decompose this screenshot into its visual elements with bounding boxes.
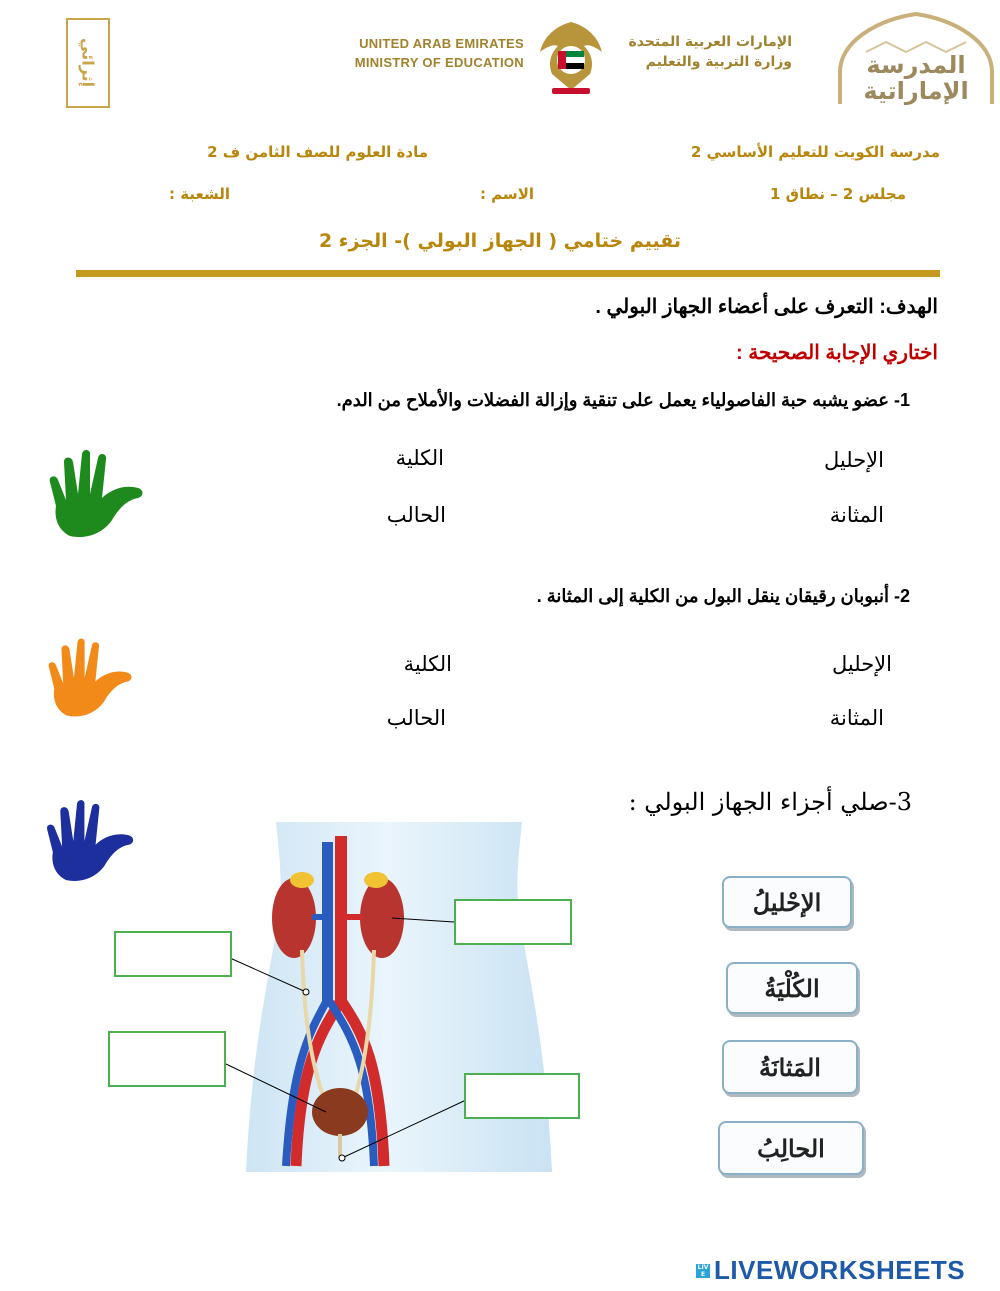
enrichment-logo: [66, 18, 110, 108]
ministry-name-en: [346, 34, 524, 72]
enrichment-logo-text: إثرائي: [78, 38, 98, 88]
green-hand-shape: [50, 450, 143, 537]
uae-emblem-icon: [536, 18, 606, 98]
right-renal-artery: [346, 914, 362, 920]
title-divider: [76, 270, 940, 277]
left-kidney: [272, 878, 316, 958]
liveworksheets-brand: [696, 1255, 965, 1286]
council-label: مجلس 2 – نطاق 1: [770, 185, 906, 203]
left-renal-vein: [312, 914, 324, 920]
ministry-ar-line2: وزارة التربية والتعليم: [645, 54, 792, 70]
section-label: الشعبة :: [169, 185, 230, 203]
aorta: [335, 836, 347, 1004]
answer-box-urethra[interactable]: [464, 1073, 580, 1119]
blue-hand-icon: [38, 790, 142, 892]
lesson-goal: الهدف: التعرف على أعضاء الجهاز البولي .: [595, 296, 938, 318]
ministry-en-line1: UNITED ARAB EMIRATES: [359, 36, 524, 51]
body-silhouette: [222, 822, 552, 1172]
q2-option-ureter[interactable]: الحالب: [386, 706, 446, 730]
ministry-en-line2: MINISTRY OF EDUCATION: [354, 55, 524, 70]
orange-hand-icon: [40, 634, 140, 722]
question-3-text: 3-صلي أجزاء الجهاز البولي :: [628, 788, 912, 816]
answer-box-bladder[interactable]: [108, 1031, 226, 1087]
word-card-urethra[interactable]: الإحْليلُ: [722, 876, 852, 928]
instruction: اختاري الإجابة الصحيحة :: [736, 342, 938, 364]
question-1-text: 1- عضو يشبه حبة الفاصولياء يعمل على تنقية وإزالة الفضلات والأملاح من الدم.: [336, 390, 910, 410]
blue-hand-shape: [47, 800, 133, 881]
school-name: مدرسة الكويت للتعليم الأساسي 2: [690, 143, 940, 161]
connector-dot-urethra: [339, 1155, 345, 1161]
word-card-kidney[interactable]: الكُلْيَةُ: [726, 962, 858, 1014]
subject-name: مادة العلوم للصف الثامن ف 2: [207, 143, 428, 161]
right-adrenal-gland: [364, 872, 388, 888]
q1-option-kidney[interactable]: الكلية: [395, 446, 444, 470]
left-adrenal-gland: [290, 872, 314, 888]
q2-option-bladder[interactable]: المثانة: [829, 706, 884, 730]
connector-dot-ureter: [303, 989, 309, 995]
q1-option-bladder[interactable]: المثانة: [829, 503, 884, 527]
answer-box-kidney[interactable]: [454, 899, 572, 945]
bladder: [312, 1088, 368, 1136]
page-title: تقييم ختامي ( الجهاز البولي )- الجزء 2: [318, 230, 682, 252]
brand-mark-text: LIVE: [697, 1263, 709, 1278]
word-card-bladder[interactable]: المَثانَةُ: [722, 1040, 858, 1094]
vena-cava: [322, 842, 333, 1004]
name-label: الاسم :: [479, 185, 534, 203]
green-hand-icon: [40, 448, 152, 540]
q2-option-urethra[interactable]: الإحليل: [832, 652, 892, 676]
urinary-system-diagram: [222, 822, 588, 1172]
ministry-name-ar: [612, 32, 792, 72]
q1-option-urethra[interactable]: الإحليل: [824, 448, 884, 472]
emirati-school-logo: [836, 12, 996, 108]
ministry-ar-line1: الإمارات العربية المتحدة: [628, 34, 792, 50]
brand-text: LIVEWORKSHEETS: [714, 1255, 966, 1285]
school-logo-line1: المدرسة: [866, 51, 966, 79]
liveworksheets-logo-mark: [696, 1264, 710, 1278]
q2-option-kidney[interactable]: الكلية: [403, 652, 452, 676]
school-logo-line2: الإماراتية: [863, 77, 969, 105]
word-card-ureter[interactable]: الحالِبُ: [718, 1121, 864, 1175]
answer-box-ureter[interactable]: [114, 931, 232, 977]
q1-option-ureter[interactable]: الحالب: [386, 503, 446, 527]
question-2-text: 2- أنبوبان رقيقان ينقل البول من الكلية إلى المثانة .: [536, 586, 910, 606]
orange-hand-shape: [49, 639, 132, 717]
